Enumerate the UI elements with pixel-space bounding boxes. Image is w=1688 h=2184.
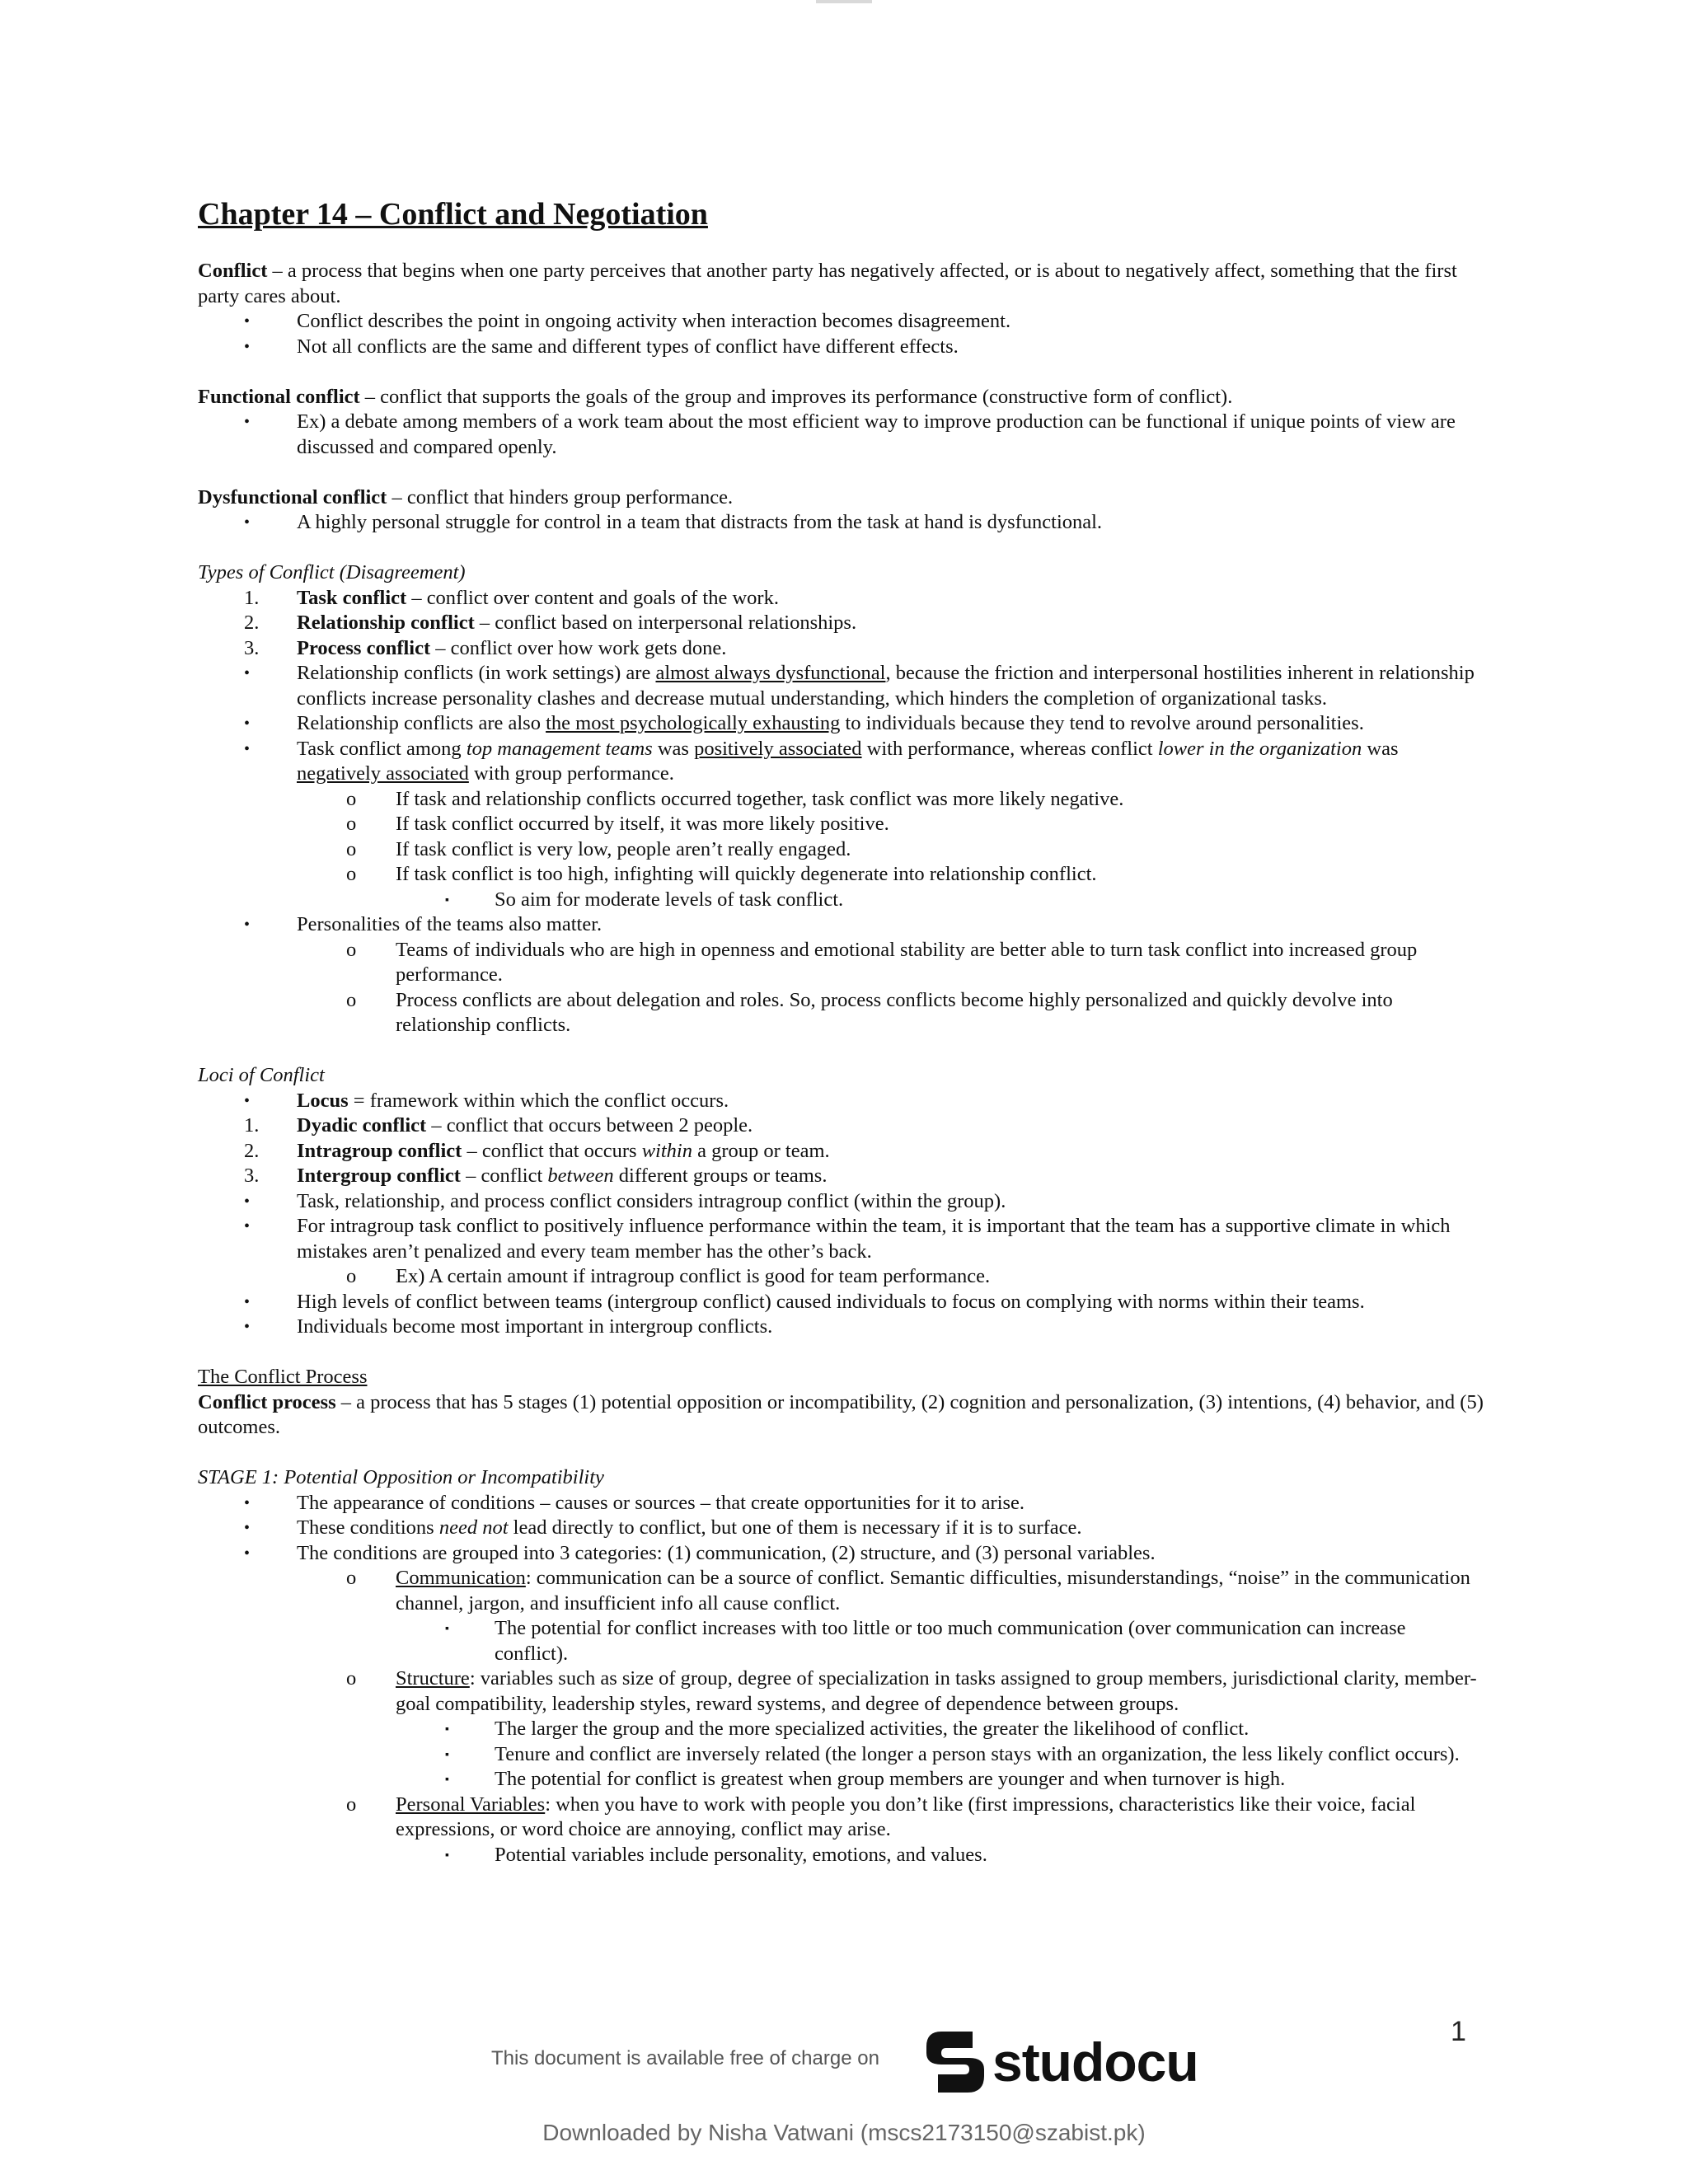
list-item: • The appearance of conditions – causes or sources – that create opportunities for it to arise. bbox=[244, 1491, 1025, 1514]
section-heading-loci: Loci of Conflict bbox=[198, 1064, 325, 1086]
numbered-item: 3. Intergroup conflict – conflict between different groups or teams. bbox=[244, 1165, 828, 1187]
sub-sub-list-item: ▪ The potential for conflict increases with too little or too much communication (over communication can increase conflict). bbox=[445, 1617, 1406, 1665]
list-item: • Not all conflicts are the same and different types of conflict have different effects. bbox=[244, 335, 959, 358]
list-item: • These conditions need not lead directly to conflict, but one of them is necessary if it is to surface. bbox=[244, 1516, 1082, 1539]
numbered-item: 2. Intragroup conflict – conflict that occurs within a group or team. bbox=[244, 1139, 830, 1162]
document-body bbox=[198, 194, 1484, 1868]
top-header-mark bbox=[816, 0, 872, 3]
list-item: • Locus = framework within which the conflict occurs. bbox=[244, 1089, 729, 1112]
sub-list-item: o Personal Variables: when you have to work with people you don’t like (first impressions, characteristics like their voice, facial expressions, or word choice are annoying, conflict may arise. bbox=[346, 1793, 1416, 1840]
studocu-logo[interactable] bbox=[921, 2029, 1198, 2095]
list-item: • Task conflict among top management teams was positively associated with performance, whereas conflict lower in the organization was negatively associated with group performance. bbox=[244, 737, 1399, 785]
sub-sub-list-item: ▪ Tenure and conflict are inversely related (the longer a person stays with an organization, the less likely conflict occurs). bbox=[445, 1742, 1460, 1765]
list-item: • Individuals become most important in intergroup conflicts. bbox=[244, 1315, 773, 1338]
section-heading-process: The Conflict Process bbox=[198, 1366, 368, 1388]
page-title: Chapter 14 – Conflict and Negotiation bbox=[198, 197, 708, 232]
download-notice: Downloaded by Nisha Vatwani (mscs2173150@szabist.pk) bbox=[542, 2120, 1146, 2145]
page-number: 1 bbox=[1451, 2016, 1466, 2047]
availability-notice: This document is available free of charge on bbox=[491, 2047, 879, 2069]
studocu-logo-icon bbox=[921, 2028, 989, 2096]
sub-list-item: o Structure: variables such as size of group, degree of specialization in tasks assigned to group members, jurisdictional clarity, member-goal compatibility, leadership styles, reward systems, and degree of dependence between groups. bbox=[346, 1667, 1477, 1715]
sub-list-item: o If task conflict occurred by itself, it was more likely positive. bbox=[346, 813, 889, 835]
sub-list-item: o Ex) A certain amount if intragroup conflict is good for team performance. bbox=[346, 1265, 991, 1287]
definition-conflict: Conflict – a process that begins when one party perceives that another party has negatively affected, or is about to negatively affect, something that the first party cares about. bbox=[198, 260, 1457, 307]
numbered-item: 1. Task conflict – conflict over content and goals of the work. bbox=[244, 586, 779, 609]
list-item: • Conflict describes the point in ongoing activity when interaction becomes disagreement. bbox=[244, 310, 1011, 332]
definition-functional-conflict: Functional conflict – conflict that supports the goals of the group and improves its performance (constructive form of conflict). bbox=[198, 385, 1233, 408]
sub-sub-list-item: ▪ So aim for moderate levels of task conflict. bbox=[445, 888, 844, 911]
sub-list-item: o If task and relationship conflicts occurred together, task conflict was more likely negative. bbox=[346, 787, 1124, 810]
sub-list-item: o Communication: communication can be a source of conflict. Semantic difficulties, misunderstandings, “noise” in the communication channel, jargon, and insufficient info all cause conflict. bbox=[346, 1567, 1470, 1615]
numbered-item: 1. Dyadic conflict – conflict that occurs between 2 people. bbox=[244, 1114, 753, 1137]
sub-sub-list-item: ▪ Potential variables include personality, emotions, and values. bbox=[445, 1843, 987, 1866]
list-item: • Relationship conflicts are also the most psychologically exhausting to individuals because they tend to revolve around personalities. bbox=[244, 712, 1364, 734]
studocu-wordmark: studocu bbox=[992, 2032, 1198, 2093]
sub-sub-list-item: ▪ The larger the group and the more specialized activities, the greater the likelihood of conflict. bbox=[445, 1718, 1250, 1740]
list-item: • Task, relationship, and process conflict considers intragroup conflict (within the group). bbox=[244, 1189, 1006, 1212]
sub-list-item: o Process conflicts are about delegation and roles. So, process conflicts become highly personalized and quickly devolve into relationship conflicts. bbox=[346, 988, 1393, 1036]
list-item: • Ex) a debate among members of a work team about the most efficient way to improve production can be functional if unique points of view are discussed and compared openly. bbox=[244, 410, 1456, 458]
sub-list-item: o If task conflict is very low, people aren’t really engaged. bbox=[346, 837, 851, 860]
list-item: • High levels of conflict between teams (intergroup conflict) caused individuals to focus on complying with norms within their teams. bbox=[244, 1290, 1365, 1313]
definition-dysfunctional-conflict: Dysfunctional conflict – conflict that hinders group performance. bbox=[198, 485, 734, 509]
list-item: • A highly personal struggle for control in a team that distracts from the task at hand is dysfunctional. bbox=[244, 511, 1103, 533]
sub-sub-list-item: ▪ The potential for conflict is greatest when group members are younger and when turnover is high. bbox=[445, 1768, 1286, 1790]
list-item: • For intragroup task conflict to positively influence performance within the team, it is important that the team has a supportive climate in which mistakes aren’t penalized and every team member has the other’s back. bbox=[244, 1215, 1451, 1263]
definition-conflict-process: Conflict process – a process that has 5 stages (1) potential opposition or incompatibility, (2) cognition and personalization, (3) intentions, (4) behavior, and (5) outcomes. bbox=[198, 1390, 1484, 1438]
list-item: • The conditions are grouped into 3 categories: (1) communication, (2) structure, and (3) personal variables. bbox=[244, 1541, 1156, 1564]
section-heading-stage1: STAGE 1: Potential Opposition or Incompatibility bbox=[198, 1466, 604, 1488]
list-item: • Personalities of the teams also matter. bbox=[244, 913, 603, 935]
sub-list-item: o If task conflict is too high, infighting will quickly degenerate into relationship conflict. bbox=[346, 863, 1097, 885]
sub-list-item: o Teams of individuals who are high in openness and emotional stability are better able to turn task conflict into increased group performance. bbox=[346, 938, 1418, 986]
numbered-item: 2. Relationship conflict – conflict based on interpersonal relationships. bbox=[244, 612, 857, 634]
list-item: • Relationship conflicts (in work settings) are almost always dysfunctional, because the friction and interpersonal hostilities inherent in relationship conflicts increase personality clashes and decrease mutual understanding, which hinders the completion of organizational tasks. bbox=[244, 662, 1475, 710]
numbered-item: 3. Process conflict – conflict over how work gets done. bbox=[244, 636, 727, 659]
section-heading-types: Types of Conflict (Disagreement) bbox=[198, 561, 466, 583]
